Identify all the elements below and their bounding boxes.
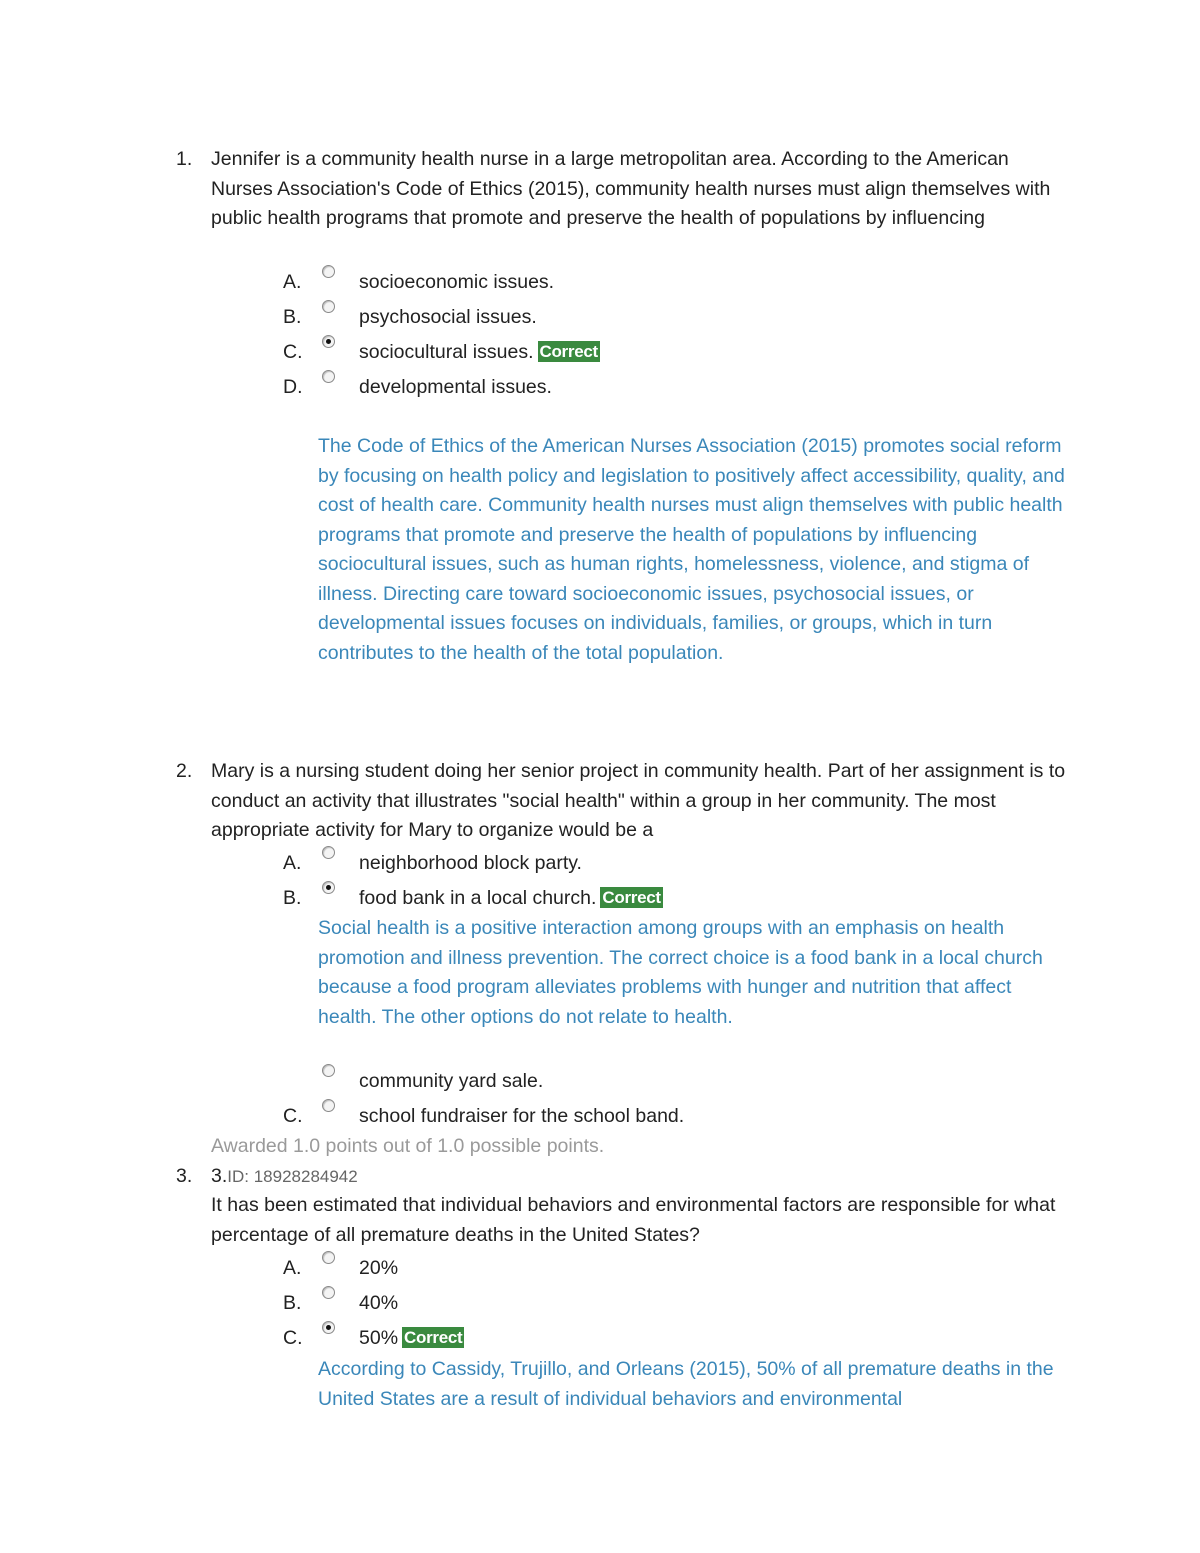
option-label [359, 338, 600, 367]
option-letter: C. [283, 1105, 303, 1127]
rationale-text: According to Cassidy, Trujillo, and Orleans (2015), 50% of all premature deaths in the United States are a result of individual behaviors and environmental [318, 1358, 1054, 1410]
question-text: It has been estimated that individual behaviors and environmental factors are responsible for what percentage of all premature deaths in the United States? [211, 1194, 1056, 1246]
option-b[interactable] [0, 300, 1200, 335]
rationale-text: Social health is a positive interaction among groups with an emphasis on health promotion and illness prevention. The correct choice is a food bank in a local church because a food program alleviates problems with hunger and nutrition that affect health. The other options do not relate to health. [318, 917, 1043, 1028]
option-label: psychosocial issues. [359, 306, 537, 328]
radio-unselected-icon[interactable] [322, 1099, 335, 1112]
option-a[interactable] [0, 1251, 1200, 1286]
option-c[interactable] [0, 1099, 1200, 1134]
radio-selected-icon[interactable] [322, 881, 335, 894]
option-label: community yard sale. [359, 1070, 544, 1092]
question-number: 1. [176, 148, 193, 170]
question-number: 2. [176, 760, 193, 782]
correct-badge: Correct [539, 342, 598, 361]
question-id-line [211, 1162, 1071, 1192]
option-label: socioeconomic issues. [359, 271, 555, 293]
question-number: 3. [176, 1165, 193, 1187]
option-label: school fundraiser for the school band. [359, 1105, 685, 1127]
radio-unselected-icon[interactable] [322, 1286, 335, 1299]
option-letter: B. [283, 306, 302, 328]
option-label: 40% [359, 1292, 399, 1314]
rationale-text: The Code of Ethics of the American Nurses Association (2015) promotes social reform by focusing on health policy and legislation to positively affect accessibility, quality, and cost of health care. Community health nurses must align themselves with public health programs that promote and preserve the health of populations by influencing sociocultural issues, such as human rights, homelessness, violence, and stigma of illness. Directing care toward socioeconomic issues, psychosocial issues, or developmental issues focuses on individuals, families, or groups, which in turn contributes to the health of the total population. [318, 435, 1065, 664]
option-label [359, 884, 663, 913]
option-letter: C. [283, 1327, 303, 1349]
radio-unselected-icon[interactable] [322, 1064, 335, 1077]
option-label: developmental issues. [359, 376, 552, 398]
radio-unselected-icon[interactable] [322, 370, 335, 383]
option-label: neighborhood block party. [359, 852, 582, 874]
option-label-text: sociocultural issues. [359, 341, 534, 363]
option-letter: B. [283, 1292, 302, 1314]
option-d[interactable] [0, 370, 1200, 405]
option-b[interactable] [0, 1286, 1200, 1321]
option-b[interactable] [0, 881, 1200, 916]
question-id-prefix: 3. [211, 1165, 228, 1187]
awarded-points: Awarded 1.0 points out of 1.0 possible points. [211, 1135, 605, 1157]
radio-unselected-icon[interactable] [322, 1251, 335, 1264]
option-letter: D. [283, 376, 303, 398]
question-text: Mary is a nursing student doing her senior project in community health. Part of her assignment is to conduct an activity that illustrates "social health" within a group in her community. The most appropriate activity for Mary to organize would be a [211, 760, 1066, 841]
radio-unselected-icon[interactable] [322, 300, 335, 313]
question-text: Jennifer is a community health nurse in a large metropolitan area. According to the American Nurses Association's Code of Ethics (2015), community health nurses must align themselves with public health programs that promote and preserve the health of populations by influencing [211, 148, 1051, 229]
option-a[interactable] [0, 846, 1200, 881]
option-label [359, 1324, 464, 1353]
correct-badge: Correct [404, 1328, 463, 1347]
option-label-text: 50% [359, 1327, 399, 1349]
option-letter: A. [283, 271, 302, 293]
option-label: 20% [359, 1257, 399, 1279]
option-letter: A. [283, 852, 302, 874]
option-yard-sale[interactable] [0, 1064, 1200, 1099]
correct-badge: Correct [602, 888, 661, 907]
option-c[interactable] [0, 1321, 1200, 1356]
option-label-text: food bank in a local church. [359, 887, 597, 909]
radio-unselected-icon[interactable] [322, 846, 335, 859]
question-id: ID: 18928284942 [227, 1167, 358, 1186]
option-letter: B. [283, 887, 302, 909]
option-letter: C. [283, 341, 303, 363]
option-c[interactable] [0, 335, 1200, 370]
option-a[interactable] [0, 265, 1200, 300]
radio-selected-icon[interactable] [322, 1321, 335, 1334]
option-letter: A. [283, 1257, 302, 1279]
radio-selected-icon[interactable] [322, 335, 335, 348]
radio-unselected-icon[interactable] [322, 265, 335, 278]
